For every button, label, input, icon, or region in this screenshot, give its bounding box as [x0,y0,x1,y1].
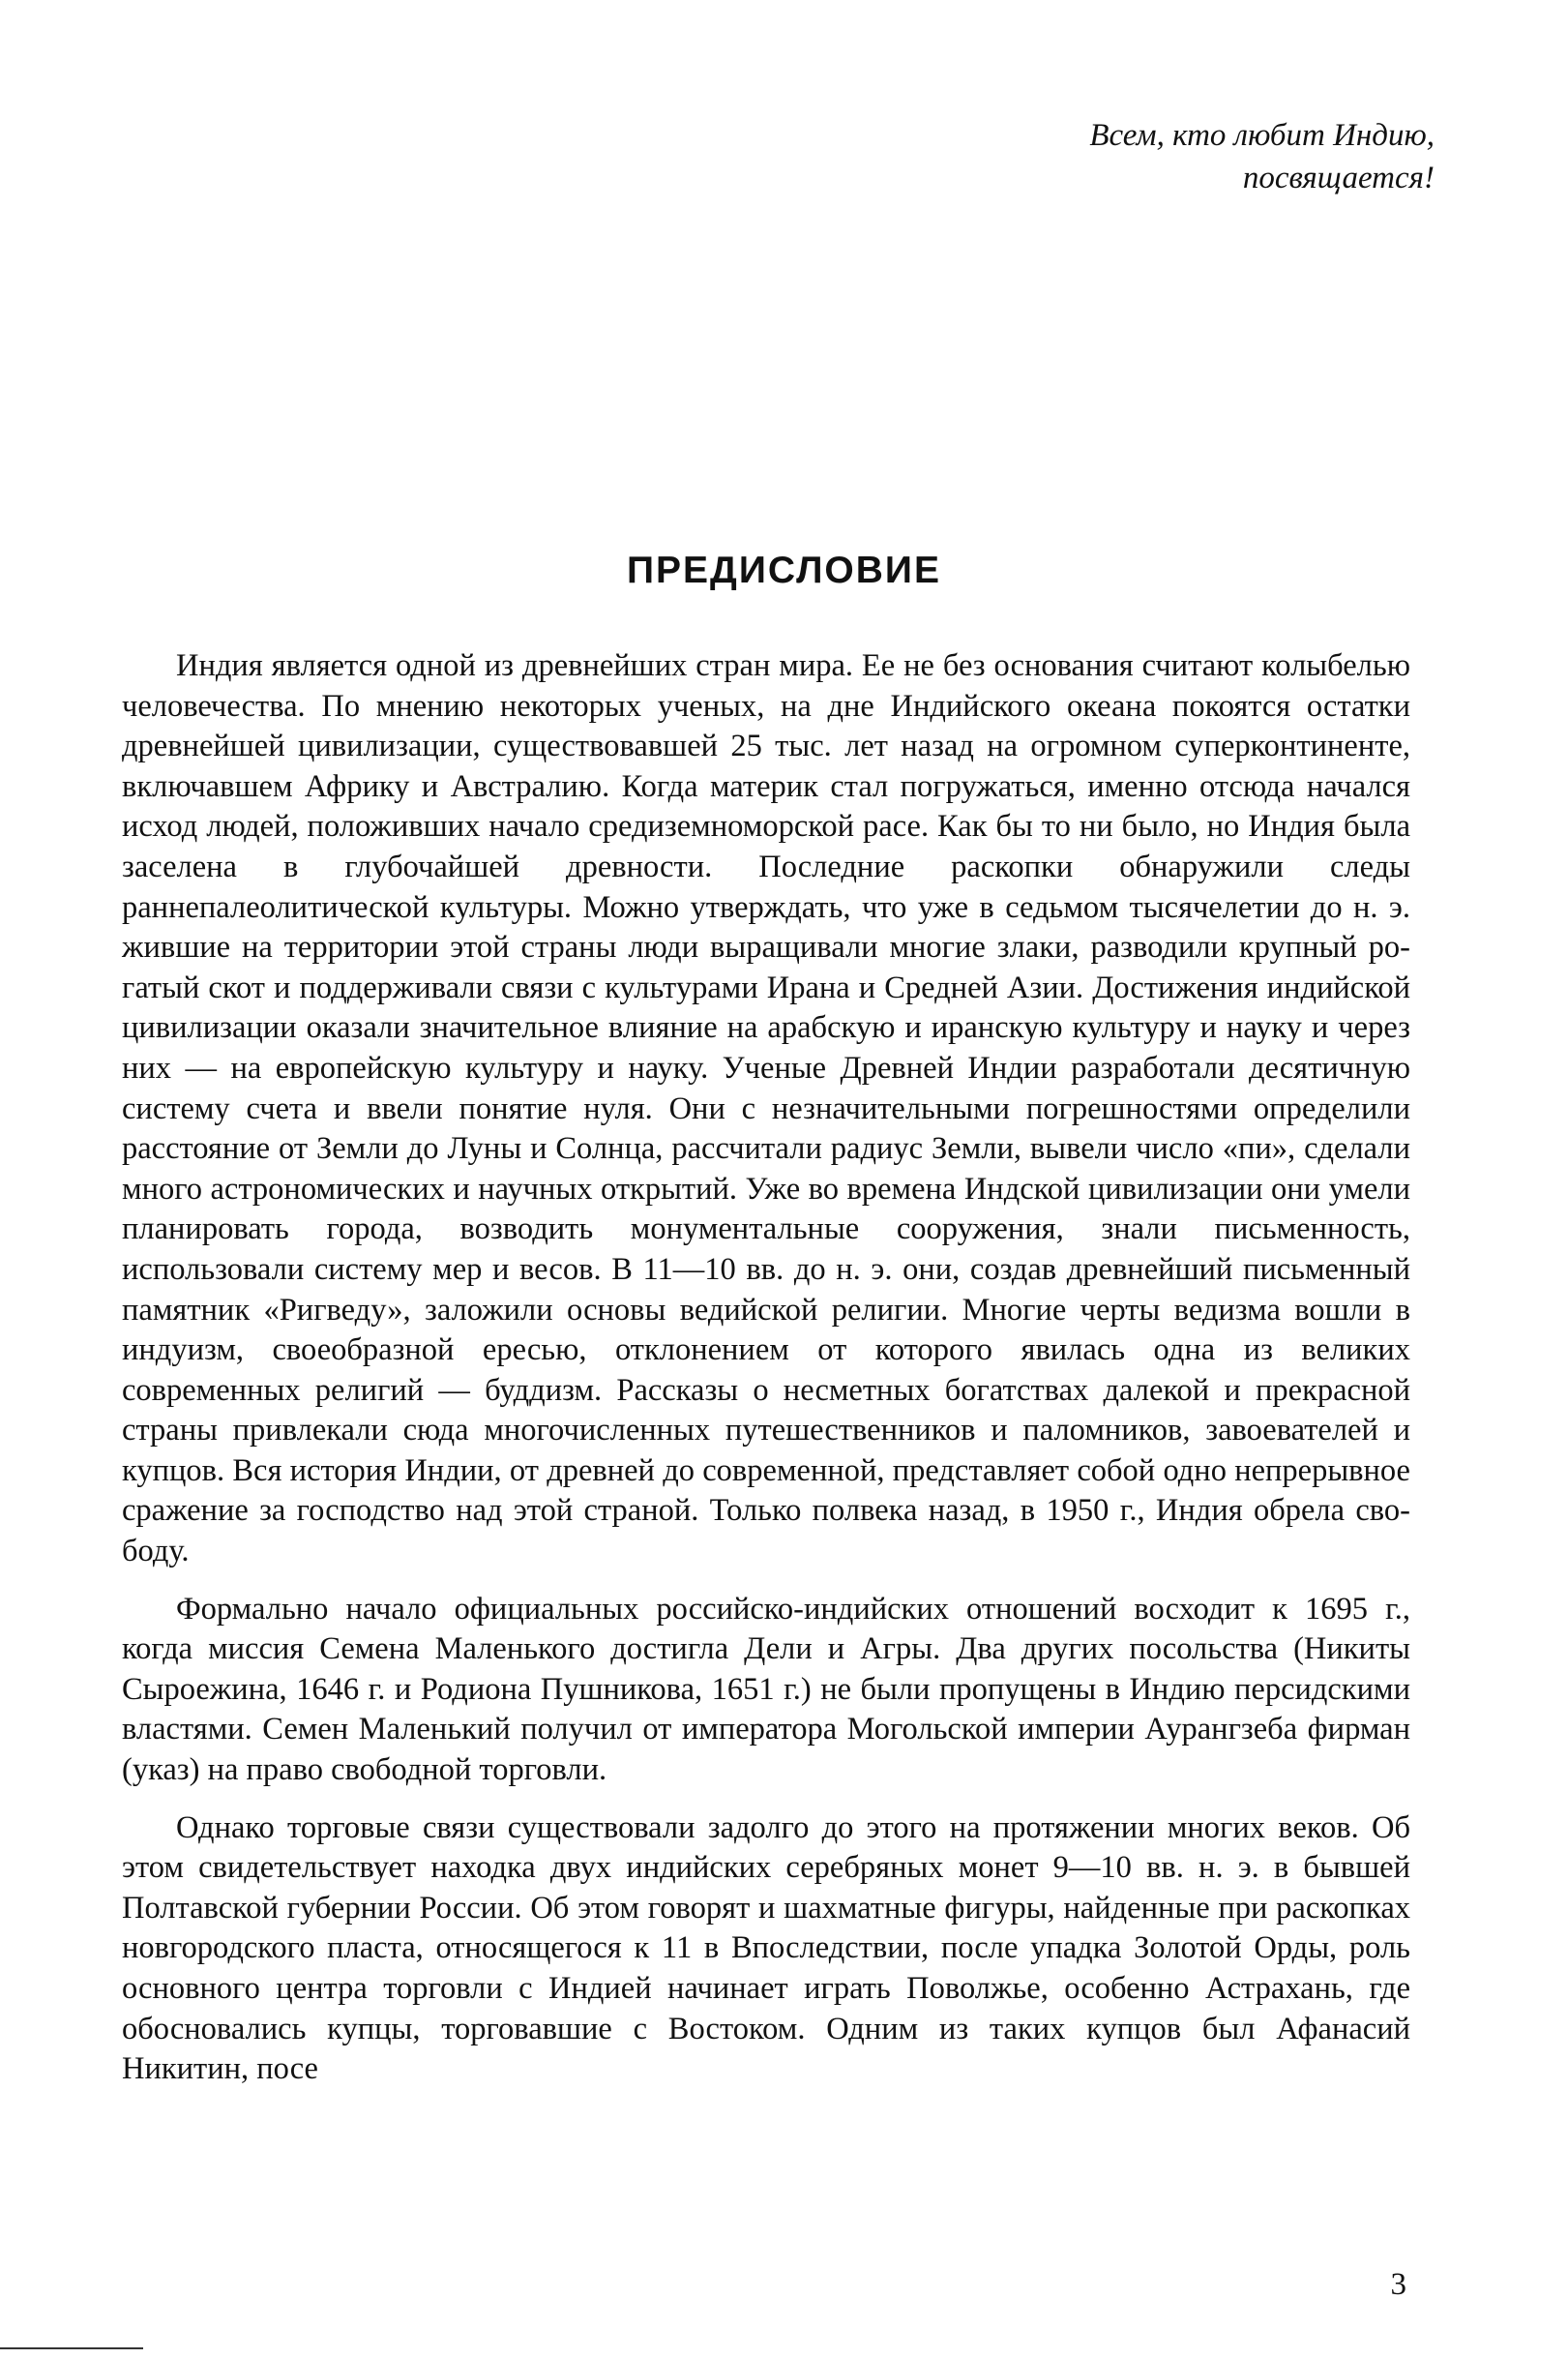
chapter-body [122,646,1410,2107]
chapter-title: ПРЕДИСЛОВИЕ [627,550,941,591]
paragraph-3: Однако торговые связи существовали задолго до этого на протяжении многих веков. Об этом свидетельствует находка двух индийских серебряных монет 9—10 вв. н. э. в бывшей Полтавской губернии России. Об этом говорят и шахматные фигуры, найденные при раскопках новгородского пласта, относящегося к 11 в Впоследствии, после упадка Золотой Орды, роль основного центра торговли с Индией начинает играть Поволжье, особенно Астрахань, где обосновались купцы, торговавшие с Востоком. Одним из таких купцов был Афанасий Никитин, посе [122,1809,1410,2087]
paragraph-1: Индия является одной из древнейших стран мира. Ее не без основания считают колыбелью человечества. По мнению некоторых ученых, на дне Индийского океана покоятся остатки древнейшей цивилизации, существовавшей 25 тыс. лет назад на огромном суперконтиненте, включавшем Африку и Австралию. Когда материк стал погружаться, именно отсюда начался исход людей, положивших начало средиземноморской расе. Как бы то ни было, но Индия была заселена в глубочайшей древности. Последние раскопки обнаружили следы раннепалеолитической культуры. Можно утверждать, что уже в седьмом тысячелетии до н. э. жившие на территории этой страны люди выращивали многие злаки, разводили крупный рогатый скот и поддерживали связи с культурами Ирана и Средней Азии. Достижения индийской цивилизации оказали значительное влияние на арабскую и иранскую культуру и науку и через них — на европейскую культуру и науку. Ученые Древней Индии разработали десятичную систему счета и ввели понятие нуля. Они с незначительными погрешностями определили расстояние от Земли до Луны и Солнца, рассчитали радиус Земли, вывели число «пи», сделали много астрономических и научных открытий. Уже во времена Индской цивилизации они умели планировать города, возводить монументальные сооружения, знали письменность, использовали систему мер и весов. В 11—10 вв. до н. э. они, создав древнейший письменный памятник «Ригведу», заложили основы ведийской религии. Многие черты ведизма вошли в индуизм, своеобразной ересью, отклонением от которого явилась одна из великих современных религий — буддизм. Рассказы о несметных богатствах далекой и прекрасной страны привлекали сюда многочисленных путешественников и паломников, завоевателей и купцов. Вся история Индии, от древней до современной, представляет собой одно непрерывное сражение за господство над этой страной. Только полвека назад, в 1950 г., Индия обрела свободу. [122,648,1410,1569]
dedication-line-2: посвящается! [1242,161,1435,195]
footer-rule [0,2347,143,2349]
page-number: 3 [1390,2267,1406,2302]
paragraph-2: Формально начало официальных российско-индийских отношений восходит к 1695 г., когда миссия Семена Маленького достигла Дели и Агры. Два других посольства (Никиты Сыроежина, 1646 г. и Родиона Пушникова, 1651 г.) не были пропущены в Индию персидскими властями. Семен Маленький получил от императора Могольской империи Аурангзеба фирман (указ) на право свободной торговли. [122,1591,1410,1788]
dedication-line-1: Всем, кто любит Индию, [1089,118,1435,153]
dedication [1089,114,1435,199]
